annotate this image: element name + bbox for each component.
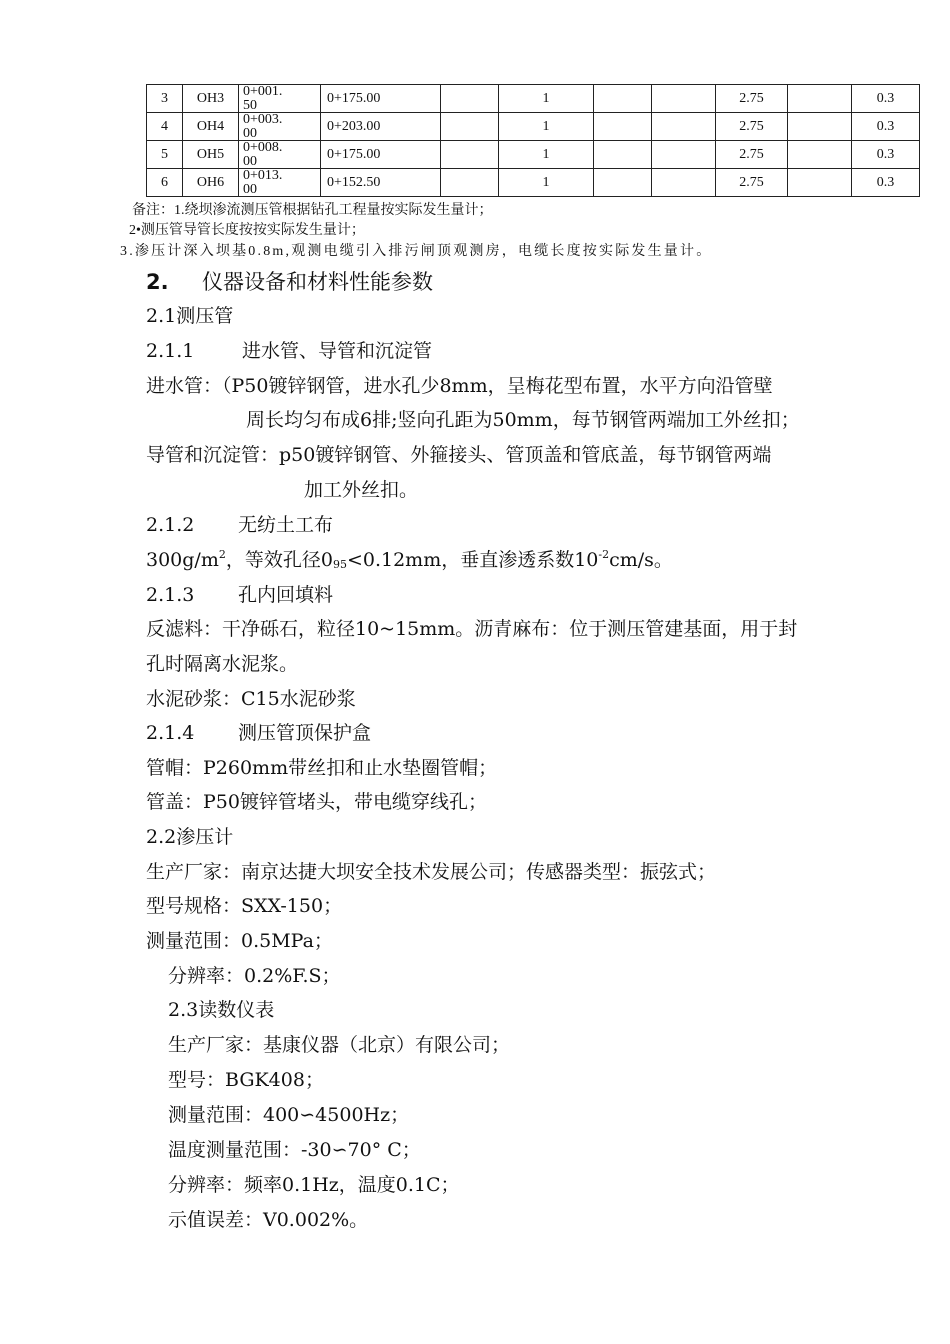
table-row <box>147 141 920 169</box>
intake-pipe-line-2: 周长均匀布成6排;竖向孔距为50mm，每节钢管两端加工外丝扣； <box>246 409 800 431</box>
cement-mortar: 水泥砂浆：C15水泥砂浆 <box>146 688 356 710</box>
heading-2-2: 2.2渗压计 <box>146 826 234 848</box>
fabric-text-b: ，等效孔径0 <box>225 549 333 571</box>
table-cell-c10 <box>788 85 852 113</box>
pipe-cap: 管帽：P260mm带丝扣和止水垫圈管帽； <box>146 757 498 779</box>
table-cell-c8 <box>652 169 716 197</box>
table-cell-c5 <box>441 169 499 197</box>
table-cell-depth: 2.75 <box>716 113 788 141</box>
model-1: 型号规格：SXX-150； <box>146 895 343 917</box>
table-cell-end: 0+203.00 <box>321 113 441 141</box>
section-2-heading <box>146 266 433 296</box>
table-cell-c7 <box>594 169 652 197</box>
heading-2-1-1 <box>146 336 432 363</box>
table-cell-val: 0.3 <box>852 169 920 197</box>
heading-number: 2.1.1 <box>146 340 195 362</box>
table-cell-start <box>239 85 321 113</box>
heading-title: 孔内回填料 <box>238 584 334 606</box>
table-cell-qty: 1 <box>499 113 594 141</box>
table-cell-no: 4 <box>147 113 183 141</box>
fabric-sup-2: -2 <box>598 548 610 561</box>
heading-title: 无纺土工布 <box>238 514 334 536</box>
table-cell-id: OH5 <box>183 141 239 169</box>
table-cell-c10 <box>788 113 852 141</box>
table-cell-start <box>239 113 321 141</box>
resolution-1: 分辨率：0.2%F.S； <box>168 965 341 987</box>
guide-pipe-line-1: 导管和沉淀管：p50镀锌钢管、外箍接头、管顶盖和管底盖，每节钢管两端 <box>146 444 772 466</box>
cell-text: 0+013.00 <box>243 168 283 195</box>
cell-text: 0+003.00 <box>243 112 283 139</box>
heading-2-1: 2.1测压管 <box>146 305 234 327</box>
table-cell-c10 <box>788 141 852 169</box>
table-cell-start <box>239 169 321 197</box>
temp-range: 温度测量范围：-30∽70° C； <box>168 1139 421 1161</box>
heading-number: 2.1.2 <box>146 514 195 536</box>
heading-number: 2.1.3 <box>146 584 195 606</box>
fabric-text-c: <0.12mm，垂直渗透系数10 <box>346 549 599 571</box>
table-row <box>147 85 920 113</box>
table-cell-c5 <box>441 85 499 113</box>
section-2-number: 2. <box>146 270 169 294</box>
table-cell-no: 5 <box>147 141 183 169</box>
manufacturer-1: 生产厂家：南京达捷大坝安全技术发展公司；传感器类型：振弦式； <box>146 861 717 883</box>
filter-line-2: 孔时隔离水泥浆。 <box>146 653 299 675</box>
table-cell-val: 0.3 <box>852 85 920 113</box>
table-cell-c5 <box>441 141 499 169</box>
manufacturer-2: 生产厂家：基康仪器（北京）有限公司； <box>168 1034 511 1056</box>
table-cell-c8 <box>652 113 716 141</box>
table-cell-end: 0+175.00 <box>321 85 441 113</box>
resolution-2: 分辨率：频率0.1Hz，温度0.1C； <box>168 1174 460 1196</box>
table-cell-qty: 1 <box>499 85 594 113</box>
table-cell-end: 0+152.50 <box>321 169 441 197</box>
table-cell-qty: 1 <box>499 141 594 169</box>
table-cell-depth: 2.75 <box>716 141 788 169</box>
table-cell-c7 <box>594 113 652 141</box>
pipe-table <box>146 84 920 197</box>
range-2: 测量范围：400∽4500Hz； <box>168 1104 410 1126</box>
cell-text: 0+008.00 <box>243 140 283 167</box>
table-cell-no: 6 <box>147 169 183 197</box>
table-cell-id: OH6 <box>183 169 239 197</box>
table-cell-c5 <box>441 113 499 141</box>
note-2: 2•测压管导管长度按按实际发生量计； <box>129 223 365 238</box>
heading-2-1-2 <box>146 510 333 537</box>
heading-2-1-4 <box>146 718 371 745</box>
table-cell-c7 <box>594 141 652 169</box>
fabric-text-a: 300g/m <box>146 549 219 571</box>
cell-text: 0+001.50 <box>243 84 283 111</box>
table-row <box>147 113 920 141</box>
intake-pipe-line-1: 进水管：（P50镀锌钢管，进水孔少8mm，呈梅花型布置，水平方向沿管壁 <box>146 375 773 397</box>
fabric-text-d: cm/s。 <box>609 549 673 571</box>
heading-title: 测压管顶保护盒 <box>238 722 372 744</box>
heading-title: 进水管、导管和沉淀管 <box>242 340 433 362</box>
table-cell-c8 <box>652 141 716 169</box>
fabric-sub-1: 95 <box>332 558 347 571</box>
pipe-cover: 管盖：P50镀锌管堵头，带电缆穿线孔； <box>146 791 487 813</box>
heading-2-1-3 <box>146 580 333 607</box>
table-cell-c10 <box>788 169 852 197</box>
table-cell-depth: 2.75 <box>716 169 788 197</box>
model-2: 型号：BGK408； <box>168 1069 324 1091</box>
range-1: 测量范围：0.5MPa； <box>146 930 333 952</box>
filter-line-1: 反滤料：干净砾石，粒径10~15mm。沥青麻布：位于测压管建基面，用于封 <box>146 618 798 640</box>
table-cell-id: OH3 <box>183 85 239 113</box>
table-cell-c8 <box>652 85 716 113</box>
fabric-spec <box>146 545 673 572</box>
table-cell-no: 3 <box>147 85 183 113</box>
note-3: 3.渗压计深入坝基0.8m,观测电缆引入排污闸顶观测房，电缆长度按实际发生量计。 <box>120 244 713 259</box>
indication-error: 示值误差：V0.002%。 <box>168 1209 369 1231</box>
table-cell-qty: 1 <box>499 169 594 197</box>
table-cell-id: OH4 <box>183 113 239 141</box>
fabric-sup-1: 2 <box>218 548 226 561</box>
section-2-title: 仪器设备和材料性能参数 <box>202 270 433 294</box>
table-cell-end: 0+175.00 <box>321 141 441 169</box>
note-1: 备注：1.绕坝渗流测压管根据钻孔工程量按实际发生量计； <box>132 203 493 218</box>
table-row <box>147 169 920 197</box>
table-cell-val: 0.3 <box>852 113 920 141</box>
table-cell-c7 <box>594 85 652 113</box>
table-cell-val: 0.3 <box>852 141 920 169</box>
table-cell-depth: 2.75 <box>716 85 788 113</box>
heading-2-3: 2.3读数仪表 <box>168 999 275 1021</box>
table-cell-start <box>239 141 321 169</box>
heading-number: 2.1.4 <box>146 722 195 744</box>
guide-pipe-line-2: 加工外丝扣。 <box>304 479 419 501</box>
